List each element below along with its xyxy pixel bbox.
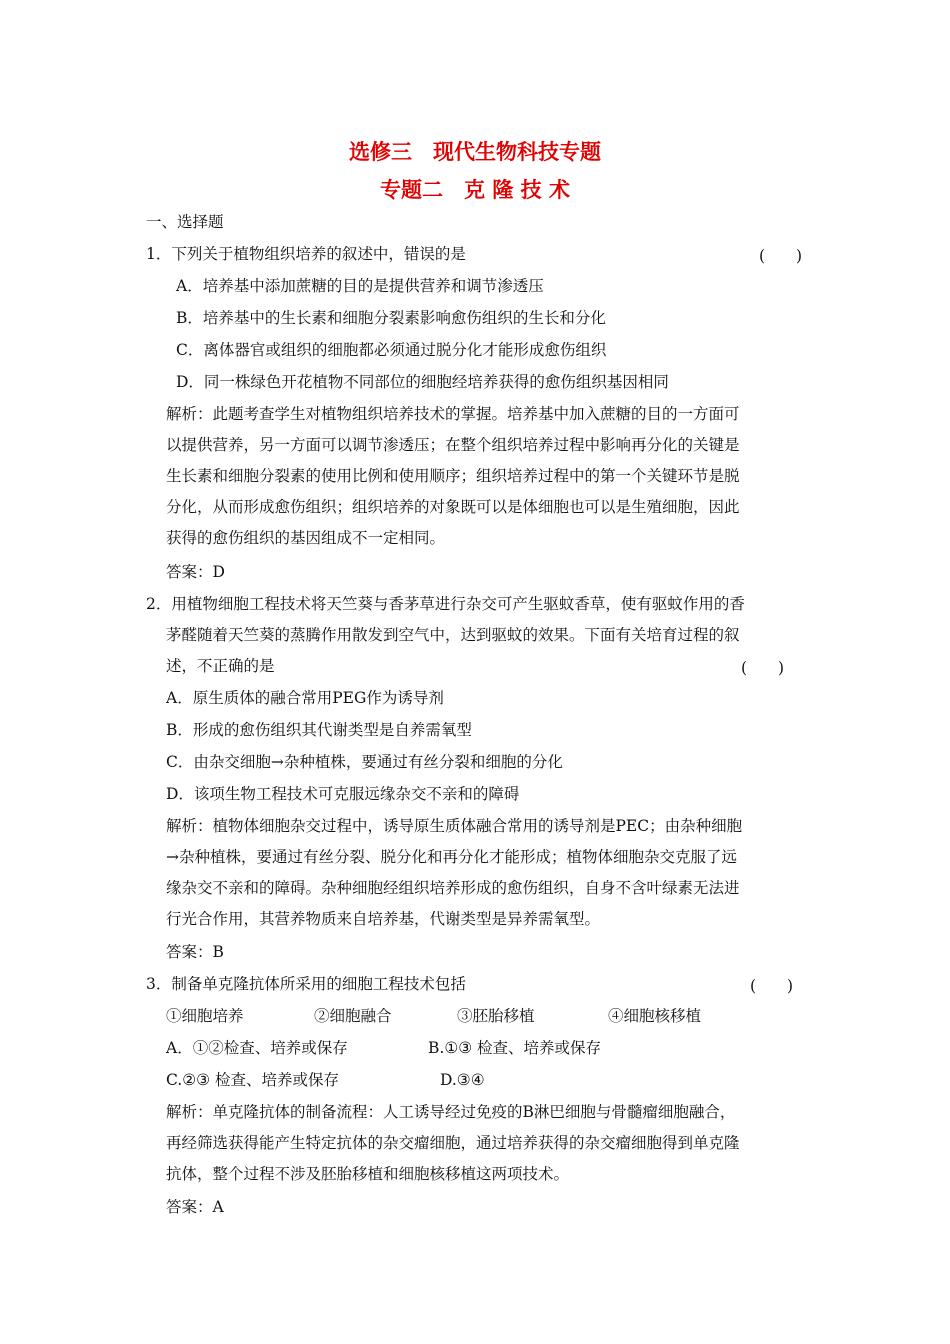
answer-parenthesis: ( ) [759,247,803,265]
choice-a: A．①②检查、培养或保存 [166,1039,348,1057]
answer-line: 答案：D [166,563,225,581]
analysis-line: 解析：植物体细胞杂交过程中，诱导原生质体融合常用的诱导剂是PEC；由杂种细胞 [166,817,743,835]
option-a: A．原生质体的融合常用PEG作为诱导剂 [166,689,444,707]
analysis-line: 缘杂交不亲和的障碍。杂种细胞经组织培养形成的愈伤组织，自身不含叶绿素无法进 [166,879,740,897]
analysis-line: 解析：此题考查学生对植物组织培养技术的掌握。培养基中加入蔗糖的目的一方面可 [166,405,740,423]
option-c: C．由杂交细胞→杂种植株，要通过有丝分裂和细胞的分化 [166,753,563,771]
choice-c: C.②③ 检查、培养或保存 [166,1071,339,1089]
option-c: C．离体器官或组织的细胞都必须通过脱分化才能形成愈伤组织 [176,341,607,359]
item-4: ④细胞核移植 [608,1007,702,1025]
analysis-line: 获得的愈伤组织的基因组成不一定相同。 [166,529,446,547]
answer-parenthesis: ( ) [741,659,785,677]
answer-line: 答案：B [166,943,224,961]
analysis-line: 行光合作用，其营养物质来自培养基，代谢类型是异养需氧型。 [166,910,601,928]
analysis-line: 抗体，整个过程不涉及胚胎移植和细胞核移植这两项技术。 [166,1165,570,1183]
analysis-line: 再经筛选获得能产生特定抗体的杂交瘤细胞，通过培养获得的杂交瘤细胞得到单克隆 [166,1134,740,1152]
analysis-line: 以提供营养，另一方面可以调节渗透压；在整个组织培养过程中影响再分化的关键是 [166,436,740,454]
analysis-line: 分化，从而形成愈伤组织；组织培养的对象既可以是体细胞也可以是生殖细胞，因此 [166,498,740,516]
question-stem: 述，不正确的是 [166,657,275,675]
item-3: ③胚胎移植 [457,1007,535,1025]
analysis-line: 生长素和细胞分裂素的使用比例和使用顺序；组织培养过程中的第一个关键环节是脱 [166,467,740,485]
option-b: B．形成的愈伤组织其代谢类型是自养需氧型 [166,721,472,739]
item-1: ①细胞培养 [166,1007,244,1025]
option-d: D．该项生物工程技术可克服远缘杂交不亲和的障碍 [166,785,520,803]
question-stem: 茅醛随着天竺葵的蒸腾作用散发到空气中，达到驱蚊的效果。下面有关培育过程的叙 [166,626,740,644]
section-heading: 一、选择题 [146,213,224,231]
sub-title: 专题二 克 隆 技 术 [380,177,570,202]
choice-d: D.③④ [440,1071,485,1089]
question-stem: 3．制备单克隆抗体所采用的细胞工程技术包括 [146,975,466,993]
answer-parenthesis: ( ) [750,977,794,995]
choice-b: B.①③ 检查、培养或保存 [428,1039,602,1057]
analysis-line: →杂种植株，要通过有丝分裂、脱分化和再分化才能形成；植物体细胞杂交克服了远 [166,848,737,866]
option-d: D．同一株绿色开花植物不同部位的细胞经培养获得的愈伤组织基因相同 [176,373,669,391]
main-title: 选修三 现代生物科技专题 [349,139,601,164]
question-stem: 2．用植物细胞工程技术将天竺葵与香茅草进行杂交可产生驱蚊香草，使有驱蚊作用的香 [146,595,745,613]
question-stem: 1．下列关于植物组织培养的叙述中，错误的是 [146,245,466,263]
option-a: A．培养基中添加蔗糖的目的是提供营养和调节渗透压 [176,277,544,295]
item-2: ②细胞融合 [314,1007,392,1025]
answer-line: 答案：A [166,1198,224,1216]
analysis-line: 解析：单克隆抗体的制备流程：人工诱导经过免疫的B淋巴细胞与骨髓瘤细胞融合， [166,1103,736,1121]
option-b: B．培养基中的生长素和细胞分裂素影响愈伤组织的生长和分化 [176,309,606,327]
